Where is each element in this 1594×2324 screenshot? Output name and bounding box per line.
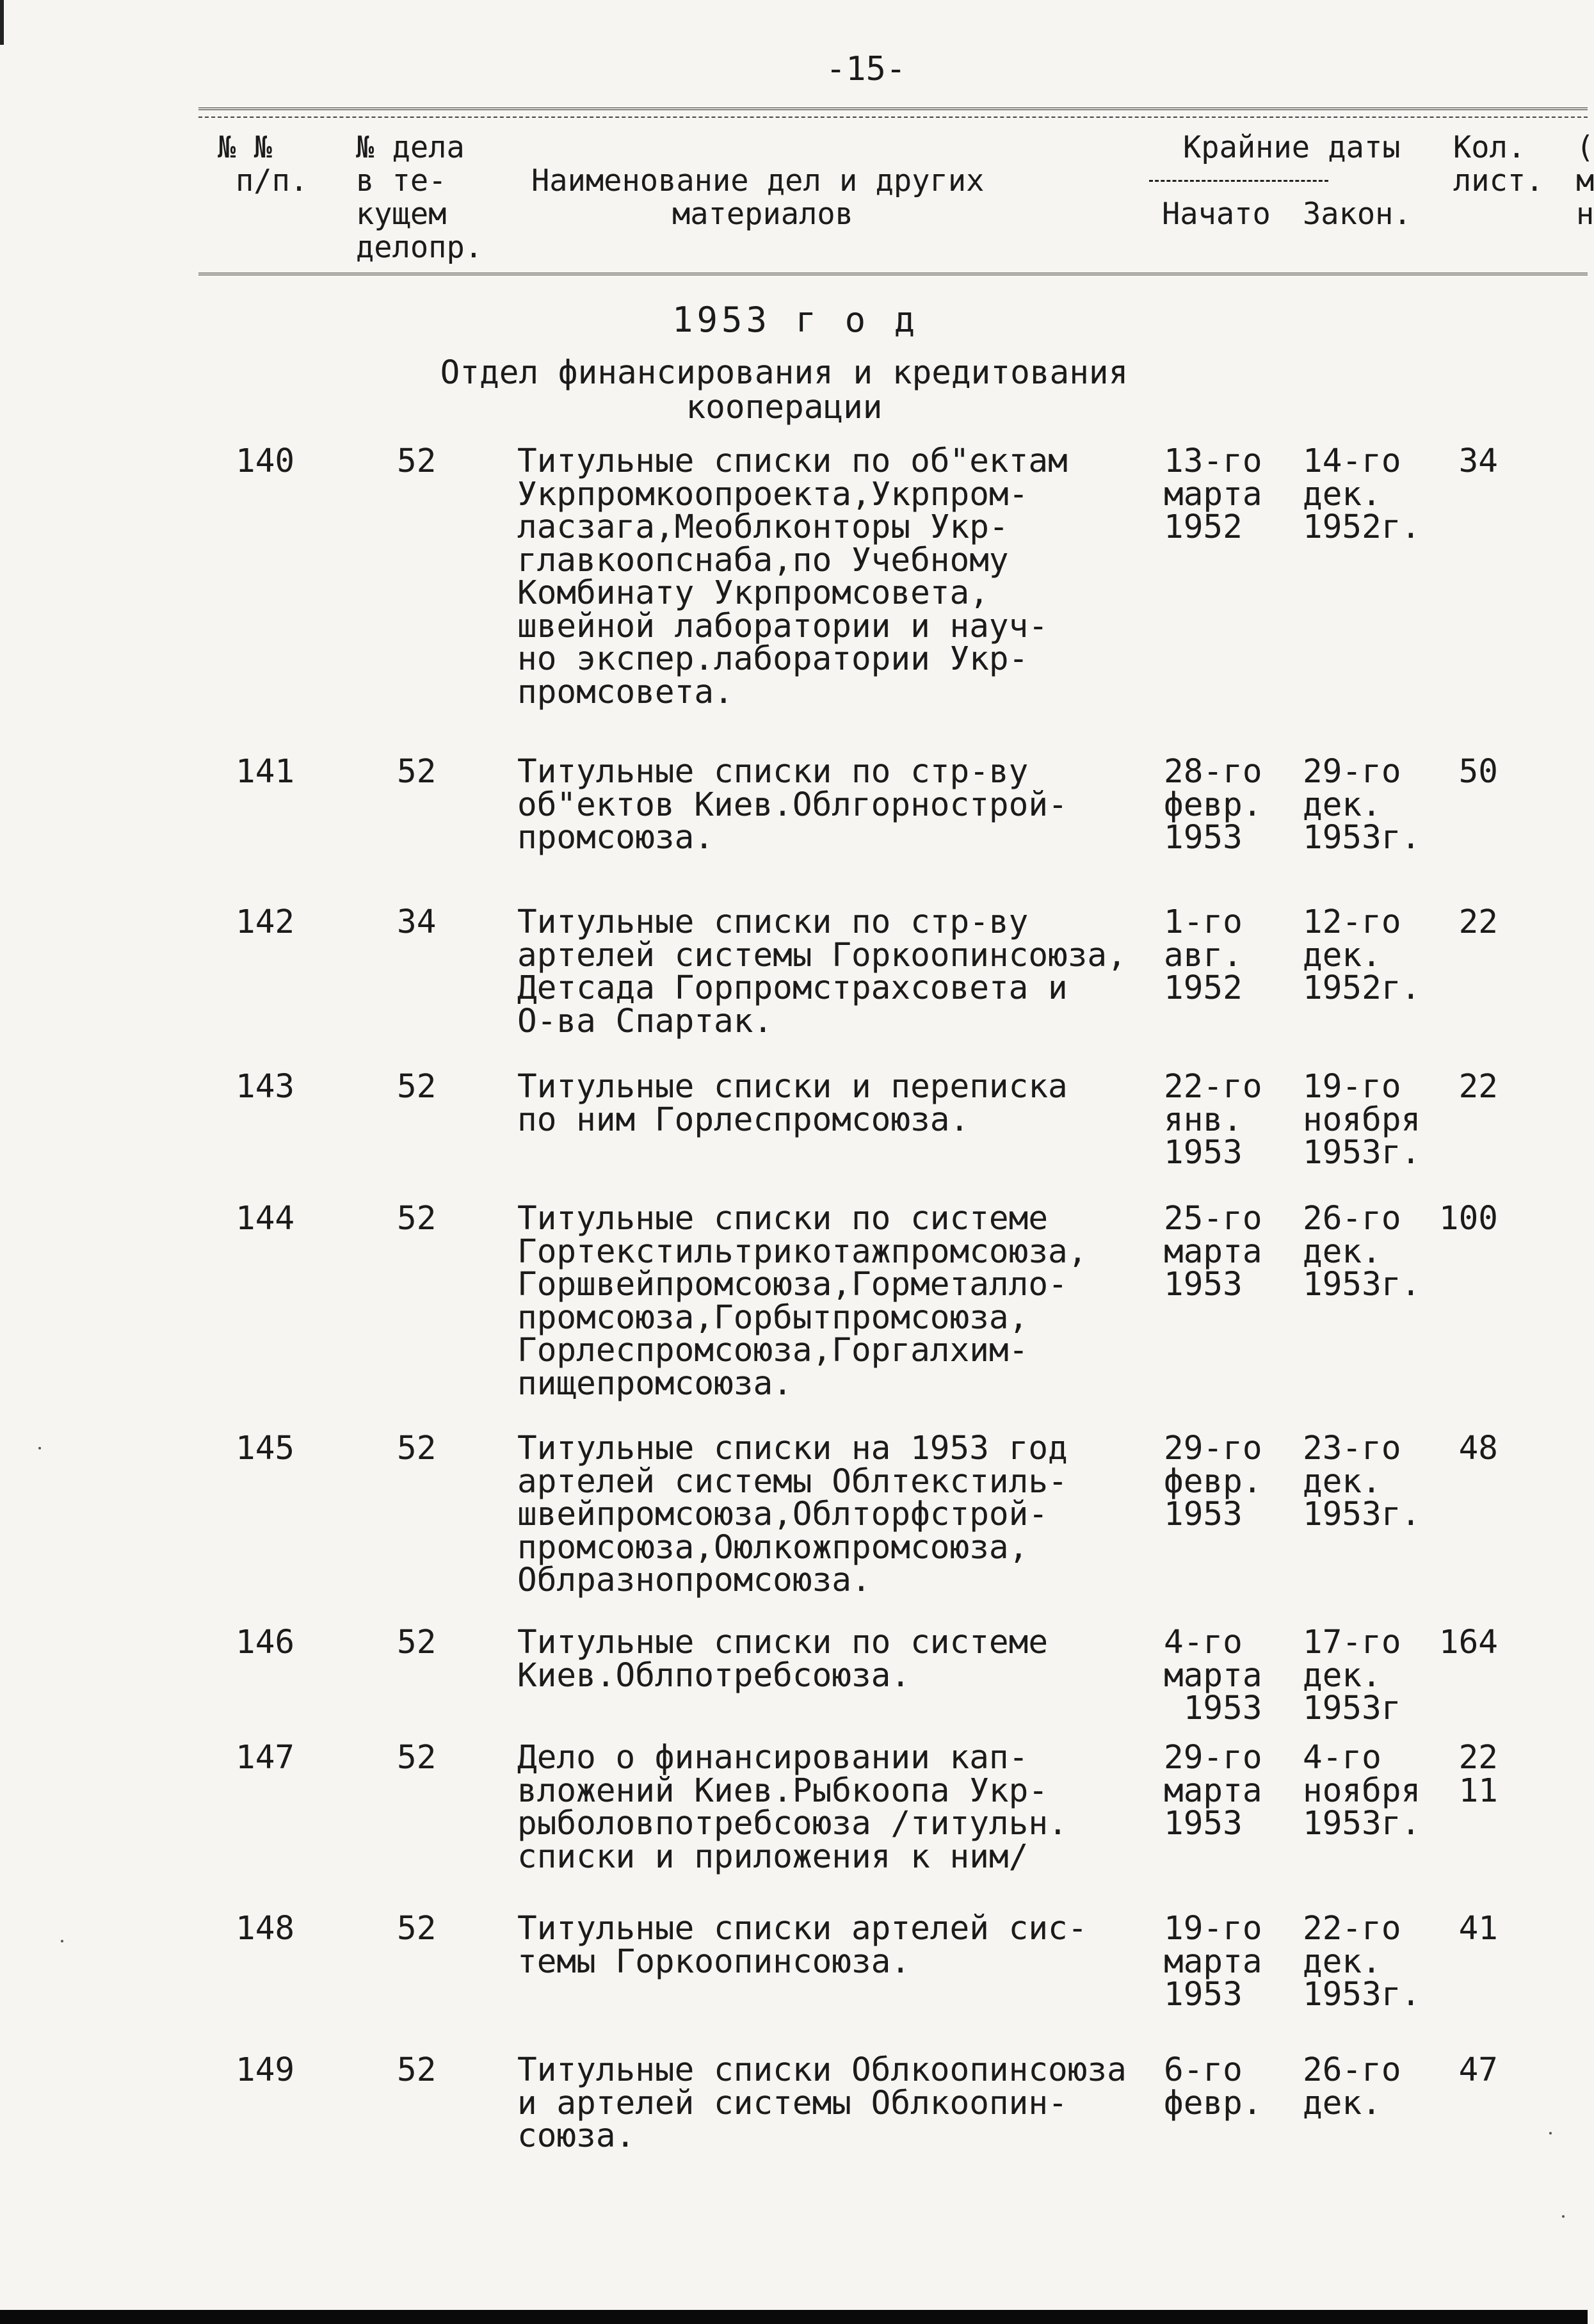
scan-speck — [1549, 2132, 1552, 2134]
start-date-line: 22-го — [1164, 1068, 1262, 1106]
header-start: Начато — [1162, 197, 1271, 232]
start-date-line: 1953 — [1164, 1976, 1243, 2013]
header-top-rule-secondary — [198, 117, 1588, 118]
title-line: Титульные списки по об"ектам — [517, 442, 1068, 480]
row-number: 140 — [236, 442, 295, 480]
sheet-count: 11 — [1458, 1771, 1498, 1810]
case-number: 52 — [397, 1430, 437, 1467]
title-line: Облразнопромсоюза. — [517, 1561, 871, 1599]
case-number: 52 — [397, 1910, 437, 1948]
start-date-line: 1952 — [1164, 508, 1243, 546]
start-date-line: авг. — [1164, 936, 1243, 974]
end-date-line: дек. — [1303, 1462, 1381, 1501]
start-date-line: 1953 — [1164, 1805, 1243, 1843]
sheet-count: 34 — [1458, 442, 1498, 480]
title-line: списки и приложения к ним/ — [517, 1837, 1029, 1876]
header-cut-2: м — [1576, 163, 1594, 198]
case-number: 52 — [397, 1068, 437, 1106]
start-date-line: 1953 — [1164, 819, 1243, 857]
case-number: 52 — [397, 1624, 437, 1661]
title-line: Киев.Облпотребсоюза. — [517, 1656, 911, 1695]
page-number: -15- — [826, 50, 906, 88]
header-cut-3: н — [1576, 197, 1594, 232]
header-title-2: материалов — [672, 197, 853, 232]
title-line: Титульные списки по системе — [517, 1200, 1049, 1238]
title-line: артелей системы Горкоопинсоюза, — [517, 936, 1127, 974]
header-case-1: № дела — [356, 130, 465, 165]
title-line: Титульные списки артелей сис- — [517, 1910, 1088, 1948]
case-number: 52 — [397, 753, 437, 791]
end-date-line: 12-го — [1303, 903, 1401, 941]
start-date-line: марта — [1164, 1771, 1262, 1810]
sheet-count: 41 — [1458, 1910, 1498, 1948]
sheet-count: 100 — [1438, 1200, 1498, 1238]
row-number: 148 — [236, 1910, 295, 1948]
end-date-line: дек. — [1303, 2084, 1381, 2122]
title-line: промсовета. — [517, 673, 734, 711]
end-date-line: 29-го — [1303, 753, 1401, 791]
title-line: Укрпромкоопроекта,Укрпром- — [517, 475, 1029, 513]
sheet-count: 164 — [1438, 1624, 1498, 1661]
start-date-line: марта — [1164, 1232, 1262, 1271]
end-date-line: 19-го — [1303, 1068, 1401, 1106]
header-bottom-rule — [198, 273, 1588, 275]
start-date-line: марта — [1164, 475, 1262, 513]
end-date-line: дек. — [1303, 936, 1381, 974]
start-date-line: 1953 — [1164, 1134, 1243, 1172]
title-line: О-ва Спартак. — [517, 1002, 773, 1040]
sheet-count: 48 — [1458, 1430, 1498, 1467]
header-sheets-1: Кол. — [1453, 130, 1526, 165]
start-date-line: 1953 — [1164, 1690, 1262, 1727]
row-number: 147 — [236, 1739, 295, 1777]
end-date-line: 1952г. — [1303, 508, 1421, 546]
title-line: Гортекстильтрикотажпромсоюза, — [517, 1232, 1088, 1271]
title-line: союза. — [517, 2117, 636, 2155]
start-date-line: 25-го — [1164, 1200, 1262, 1238]
start-date-line: 6-го — [1164, 2051, 1243, 2089]
start-date-line: марта — [1164, 1656, 1262, 1695]
title-line: темы Горкоопинсоюза. — [517, 1942, 911, 1981]
end-date-line: дек. — [1303, 1942, 1381, 1981]
row-number: 144 — [236, 1200, 295, 1238]
header-case-3: кущем — [356, 197, 447, 232]
title-line: артелей системы Облтекстиль- — [517, 1462, 1068, 1501]
title-line: ласзага,Меоблконторы Укр- — [517, 508, 1009, 546]
title-line: Комбинату Укрпромсовета, — [517, 574, 989, 612]
start-date-line: 29-го — [1164, 1739, 1262, 1777]
case-number: 52 — [397, 1739, 437, 1777]
header-sheets-2: лист. — [1453, 163, 1544, 198]
scan-speck — [38, 1447, 41, 1449]
title-line: Горлеспромсоюза,Горгалхим- — [517, 1332, 1029, 1369]
sheet-count: 22 — [1458, 1068, 1498, 1106]
start-date-line: 29-го — [1164, 1430, 1262, 1467]
end-date-line: дек. — [1303, 1656, 1381, 1695]
section-department — [435, 356, 1133, 425]
start-date-line: 1-го — [1164, 903, 1243, 941]
end-date-line: ноября — [1303, 1771, 1421, 1810]
end-date-line: 1953г. — [1303, 1134, 1421, 1172]
end-date-line: дек. — [1303, 475, 1381, 513]
header-num-2: п/п. — [236, 163, 309, 198]
header-case-4: делопр. — [356, 230, 483, 265]
scan-bottom-edge — [0, 2310, 1588, 2324]
start-date-line: 19-го — [1164, 1910, 1262, 1948]
row-number: 142 — [236, 903, 295, 941]
start-date-line: февр. — [1164, 2084, 1262, 2122]
title-line: и артелей системы Облкоопин- — [517, 2084, 1068, 2122]
header-end: Закон. — [1303, 197, 1412, 232]
scan-speck — [61, 1940, 63, 1942]
title-line: вложений Киев.Рыбкоопа Укр- — [517, 1771, 1049, 1810]
end-date-line: 1953г. — [1303, 1266, 1421, 1303]
title-line: Титульные списки по стр-ву — [517, 903, 1029, 941]
title-line: пищепромсоюза. — [517, 1364, 793, 1403]
title-line: Титульные списки на 1953 год — [517, 1430, 1068, 1467]
title-line: Дело о финансировании кап- — [517, 1739, 1029, 1777]
row-number: 143 — [236, 1068, 295, 1106]
start-date-line: февр. — [1164, 1462, 1262, 1501]
title-line: промсоюза,Горбытпромсоюза, — [517, 1298, 1029, 1337]
case-number: 52 — [397, 442, 437, 480]
row-number: 141 — [236, 753, 295, 791]
title-line: Титульные списки по системе — [517, 1624, 1049, 1661]
title-line: Горшвейпромсоюза,Горметалло- — [517, 1266, 1068, 1303]
case-number: 52 — [397, 1200, 437, 1238]
title-line: промсоюза. — [517, 819, 714, 857]
sheet-count: 22 — [1458, 1739, 1498, 1777]
section-year: 1953 г о д — [672, 300, 919, 340]
title-line: промсоюза,Оюлкожпромсоюза, — [517, 1528, 1029, 1567]
end-date-line: 26-го — [1303, 2051, 1401, 2089]
end-date-line: ноября — [1303, 1101, 1421, 1139]
title-line: Титульные списки и переписка — [517, 1068, 1068, 1106]
title-line: швейной лаборатории и науч- — [517, 607, 1049, 645]
start-date-line: марта — [1164, 1942, 1262, 1981]
start-date-line: февр. — [1164, 786, 1262, 824]
row-number: 149 — [236, 2051, 295, 2089]
start-date-line: 13-го — [1164, 442, 1262, 480]
title-line: Детсада Горпромстрахсовета и — [517, 969, 1068, 1007]
end-date-line: 26-го — [1303, 1200, 1401, 1238]
header-dates-divider — [1149, 174, 1328, 186]
section-department-line-1: Отдел финансирования и кредитования — [440, 354, 1129, 392]
end-date-line: дек. — [1303, 786, 1381, 824]
end-date-line: 1953г. — [1303, 1805, 1421, 1843]
end-date-line: 1953г — [1303, 1690, 1401, 1727]
end-date-line: 1953г. — [1303, 1496, 1421, 1533]
end-date-line: 1953г. — [1303, 1976, 1421, 2013]
title-line: рыболовпотребсоюза /титульн. — [517, 1805, 1068, 1843]
end-date-line: 1952г. — [1303, 969, 1421, 1007]
header-dates: Крайние даты — [1183, 130, 1401, 165]
header-title-1: Наименование дел и других — [531, 163, 985, 198]
title-line: но экспер.лаборатории Укр- — [517, 640, 1029, 678]
title-line: Титульные списки Облкоопинсоюза — [517, 2051, 1127, 2089]
title-line: швейпромсоюза,Облторфстрой- — [517, 1496, 1049, 1533]
end-date-line: 23-го — [1303, 1430, 1401, 1467]
scan-edge-mark — [0, 0, 4, 45]
title-line: об"ектов Киев.Облгорнострой- — [517, 786, 1068, 824]
start-date-line: янв. — [1164, 1101, 1243, 1139]
end-date-line: 1953г. — [1303, 819, 1421, 857]
sheet-count: 50 — [1458, 753, 1498, 791]
title-line: по ним Горлеспромсоюза. — [517, 1101, 970, 1139]
case-number: 52 — [397, 2051, 437, 2089]
end-date-line: 4-го — [1303, 1739, 1381, 1777]
row-number: 145 — [236, 1430, 295, 1467]
end-date-line: 17-го — [1303, 1624, 1401, 1661]
end-date-line: 14-го — [1303, 442, 1401, 480]
header-cut-1: ( — [1576, 130, 1594, 165]
start-date-line: 1953 — [1164, 1266, 1243, 1303]
header-top-rule — [198, 108, 1588, 110]
start-date-line: 1952 — [1164, 969, 1243, 1007]
start-date-line: 28-го — [1164, 753, 1262, 791]
sheet-count: 22 — [1458, 903, 1498, 941]
sheet-count: 47 — [1458, 2051, 1498, 2089]
title-line: Титульные списки по стр-ву — [517, 753, 1029, 791]
title-line: главкоопснаба,по Учебному — [517, 541, 1009, 579]
header-case-2: в те- — [356, 163, 447, 198]
row-number: 146 — [236, 1624, 295, 1661]
end-date-line: дек. — [1303, 1232, 1381, 1271]
end-date-line: 22-го — [1303, 1910, 1401, 1948]
scan-speck — [1562, 2215, 1565, 2218]
start-date-line: 4-го — [1164, 1624, 1243, 1661]
header-num-1: № № — [218, 130, 272, 165]
start-date-line: 1953 — [1164, 1496, 1243, 1533]
section-department-line-2: кооперации — [686, 389, 883, 426]
case-number: 34 — [397, 903, 437, 941]
